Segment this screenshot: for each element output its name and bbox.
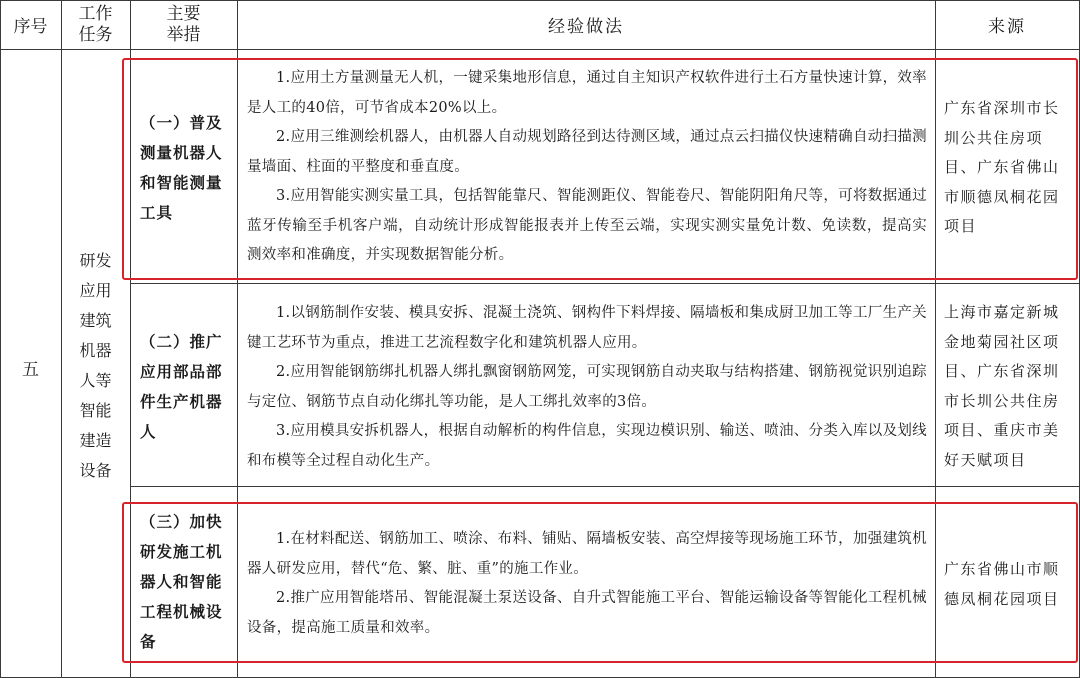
header-experience-label: 经验做法	[548, 17, 624, 37]
row-task-line: 应用	[79, 281, 112, 300]
item-3-measure-line: 工程机械设	[140, 602, 223, 621]
item-2-source-line: 市长圳公共住房	[944, 391, 1060, 410]
item-1-source-line: 圳公共住房项	[944, 128, 1044, 147]
item-3-experience-point: 2.推广应用智能塔吊、智能混凝土泵送设备、自升式智能施工平台、智能运输设备等智能化工程机械设备，提高施工质量和效率。	[247, 590, 927, 636]
item-3-source-line: 德凤桐花园项目	[944, 589, 1060, 608]
header-measure	[130, 0, 237, 49]
item-3-measure-line: 研发施工机	[140, 542, 223, 561]
header-seq	[0, 0, 61, 49]
item-2-source-line: 上海市嘉定新城	[944, 303, 1060, 321]
row-task-line: 机器	[79, 341, 112, 360]
highlight-box-item-3	[122, 502, 1078, 663]
row-task	[61, 246, 130, 486]
row-divider-2	[130, 486, 1080, 487]
row-task-line: 设备	[79, 461, 112, 480]
item-2-measure	[140, 327, 236, 447]
header-measure-line1: 主要	[166, 3, 201, 24]
item-2-experience-point: 1.以钢筋制作安装、模具安拆、混凝土浇筑、钢构件下料焊接、隔墙板和集成厨卫加工等工厂生产关键工艺环节为重点，推进工艺流程数字化和建筑机器人应用。	[247, 305, 927, 351]
item-1-measure-line: 和智能测量	[140, 173, 223, 192]
row-task-line: 智能	[79, 401, 112, 420]
header-source	[935, 0, 1079, 49]
item-1-measure-line: 测量机器人	[140, 143, 223, 162]
row-task-line: 研发	[79, 251, 112, 270]
item-2-measure-line: （二）推广	[140, 332, 223, 351]
item-3-measure-line: 器人和智能	[140, 572, 223, 591]
item-1-experience-point: 1.应用土方量测量无人机，一键采集地形信息，通过自主知识产权软件进行土石方量快速计算，效率是人工的40倍，可节省成本20%以上。	[247, 70, 927, 116]
header-task-line2: 任务	[78, 24, 113, 45]
row-task-line: 建筑	[79, 311, 112, 330]
header-task-line1: 工作	[78, 3, 113, 24]
item-1-source-line: 项目	[944, 217, 978, 235]
item-3-experience-point: 1.在材料配送、钢筋加工、喷涂、布料、铺贴、隔墙板安装、高空焊接等现场施工环节，加强建筑机器人研发应用，替代“危、繁、脏、重”的施工作业。	[247, 531, 927, 577]
row-seq	[0, 355, 61, 380]
item-1-measure-line: （一）普及	[140, 113, 223, 132]
item-2-measure-line: 人	[140, 422, 157, 441]
item-2-experience-point: 2.应用智能钢筋绑扎机器人绑扎飘窗钢筋网笼，可实现钢筋自动夹取与结构搭建、钢筋视觉识别追踪与定位、钢筋节点自动化绑扎等功能，是人工绑扎效率的3倍。	[247, 364, 927, 410]
item-1-source-line: 广东省深圳市长	[944, 99, 1060, 117]
item-1-measure-line: 工具	[140, 203, 174, 222]
item-2-source-line: 项目、重庆市美	[944, 421, 1060, 439]
header-measure-line2: 举措	[166, 24, 201, 45]
item-1-experience-point: 2.应用三维测绘机器人，由机器人自动规划路径到达待测区域，通过点云扫描仪快速精确自动扫描测量墙面、柱面的平整度和垂直度。	[247, 129, 927, 175]
item-2-source-line: 好天赋项目	[944, 450, 1027, 469]
item-3-source-line: 广东省佛山市顺	[944, 560, 1060, 578]
item-2-source	[944, 298, 1074, 475]
table-left-border	[0, 0, 1, 678]
header-source-label: 来源	[988, 17, 1026, 37]
row-task-line: 建造	[79, 431, 112, 450]
item-2-measure-line: 件生产机器	[140, 392, 223, 411]
item-2-source-line: 目、广东省深圳	[944, 362, 1060, 380]
item-3-measure-line: 备	[140, 632, 157, 651]
header-experience	[237, 0, 935, 49]
header-bottom-border	[0, 49, 1080, 50]
row-seq-value: 五	[22, 360, 39, 380]
row-task-line: 人等	[79, 371, 112, 390]
highlight-box-item-1	[122, 58, 1078, 280]
item-2-source-line: 金地菊园社区项	[944, 332, 1060, 351]
item-1-experience-point: 3.应用智能实测实量工具，包括智能靠尺、智能测距仪、智能卷尺、智能阴阳角尺等，可将数据通过蓝牙传输至手机客户端，自动统计形成智能报表并上传至云端，实现实测实量免计数、免读数，提高实测效率和准确度，并实现数据智能分析。	[247, 188, 927, 263]
item-1-source-line: 目、广东省佛山	[944, 158, 1060, 176]
item-3-measure-line: （三）加快	[140, 512, 223, 531]
row-divider-1	[130, 283, 1080, 284]
header-seq-label: 序号	[13, 17, 48, 37]
item-2-experience-point: 3.应用模具安拆机器人，根据自动解析的构件信息，实现边模识别、输送、喷油、分类入库以及划线和布模等全过程自动化生产。	[247, 423, 927, 469]
item-2-measure-line: 应用部品部	[140, 362, 223, 381]
item-2-experience	[247, 299, 927, 476]
header-task	[61, 0, 130, 49]
item-1-source-line: 市顺德凤桐花园	[944, 187, 1060, 206]
